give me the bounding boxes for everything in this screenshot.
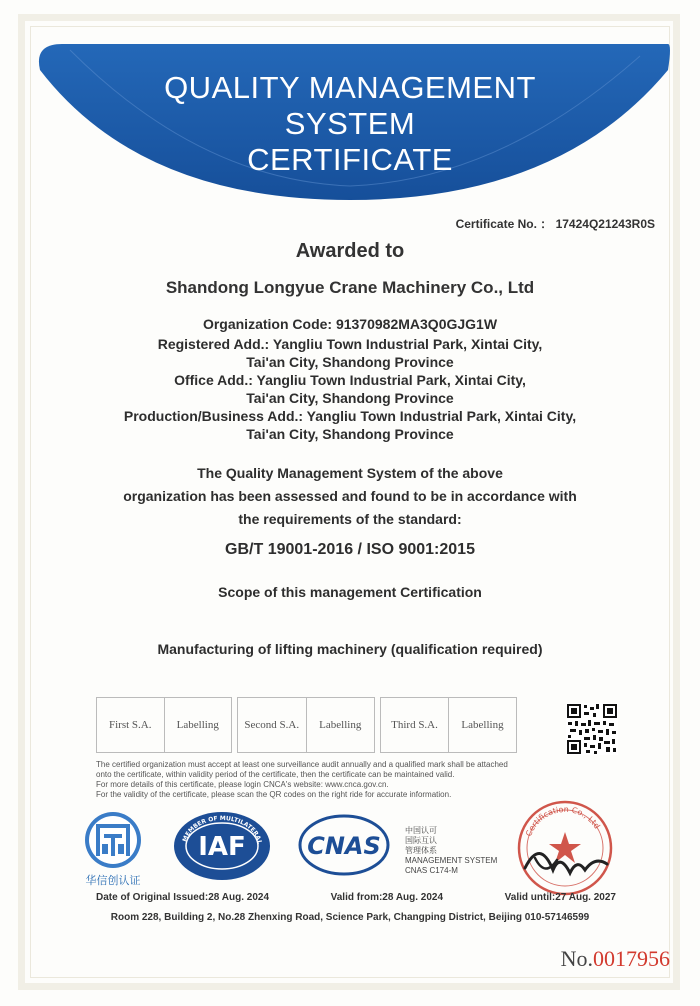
validity-dates [96,892,616,903]
scope-title: Scope of this management Certification [218,584,482,600]
certificate-number: Certificate No. ： 17424Q21243R0S [455,217,655,231]
surveillance-box-first [96,697,232,753]
seal-text: Certification Co., Ltd [524,804,602,838]
fine-print-line-2: onto the certificate, within validity period of the certificate, then the certificate can be maintained valid. [96,770,455,779]
serial-number [540,946,670,972]
title-line-2: SYSTEM [284,106,416,141]
cnas-logo [298,814,390,876]
surveillance-label: Second S.A. [244,719,300,731]
qr-code[interactable] [566,703,618,755]
huaxin-logo [78,810,148,870]
cnca-line-2: 国际互认 [405,836,437,845]
surveillance-value: Labelling [164,698,232,752]
fine-print-line-3: For more details of this certificate, please login CNCA's website: www.cnca.gov.cn. [96,780,389,789]
iaf-logo [172,810,272,882]
surveillance-box-second [237,697,375,753]
huaxin-logo-icon [78,810,148,870]
registered-address-line-1: Registered Add.: Yangliu Town Industrial Park, Xintai City, [157,336,543,352]
valid-from: Valid from:28 Aug. 2024 [330,892,444,903]
cnca-line-3: 管理体系 [405,846,437,855]
statement-line-2: organization has been assessed and found to be in accordance with [123,488,577,504]
office-address-line-2: Tai'an City, Shandong Province [246,390,454,406]
accreditation-text [405,826,515,876]
iaf-ring-text: MEMBER OF MULTILATERAL [181,814,263,845]
iaf-logo-icon [172,810,272,882]
standard: GB/T 19001-2016 / ISO 9001:2015 [225,541,475,558]
statement-line-3: the requirements of the standard: [238,511,462,527]
registered-address-line-2: Tai'an City, Shandong Province [246,354,454,370]
surveillance-box-third [380,697,517,753]
fine-print-line-1: The certified organization must accept at least one surveillance audit annually and a qualified mark shall be attached [96,760,508,769]
surveillance-label: Third S.A. [391,719,438,731]
iaf-text: IAF [198,832,246,862]
cnca-line-4: MANAGEMENT SYSTEM [405,856,498,865]
company-seal [515,798,615,898]
header-banner [0,0,700,210]
scope: Manufacturing of lifting machinery (qualification required) [157,641,543,657]
cnas-text: CNAS [307,832,381,860]
cnca-line-1: 中国认可 [405,826,437,835]
production-address-line-2: Tai'an City, Shandong Province [246,426,454,442]
surveillance-label: First S.A. [109,719,152,731]
date-issued: Date of Original Issued:28 Aug. 2024 [96,892,270,903]
surveillance-value: Labelling [306,698,375,752]
organization-code: Organization Code: 91370982MA3Q0GJG1W [202,316,498,332]
issuer-address: Room 228, Building 2, No.28 Zhenxing Road, Science Park, Changping District, Beijing 010-57146599 [110,912,590,923]
production-address-line-1: Production/Business Add.: Yangliu Town Industrial Park, Xintai City, [123,408,577,424]
seal-icon [515,798,615,898]
office-address-line-1: Office Add.: Yangliu Town Industrial Park, Xintai City, [174,372,526,388]
title-line-3: CERTIFICATE [247,142,453,177]
statement-line-1: The Quality Management System of the above [197,465,503,481]
serial-digits: 0017956 [593,946,670,971]
qr-code-icon [566,703,618,755]
cnca-line-5: CNAS C174-M [405,866,458,875]
fine-print [96,760,536,800]
company-name: Shandong Longyue Crane Machinery Co., Ltd [165,278,535,297]
awarded-to-heading: Awarded to [295,240,405,262]
fine-print-line-4: For the validity of the certificate, please scan the QR codes on the right ride for accurate information. [96,790,452,799]
surveillance-value: Labelling [448,698,516,752]
valid-until: Valid until:27 Aug. 2027 [504,892,616,903]
serial-prefix: No. [560,946,593,971]
huaxin-caption: 华信创认证 [85,875,141,887]
title-line-1: QUALITY MANAGEMENT [164,70,536,105]
cnas-logo-icon [298,814,390,876]
